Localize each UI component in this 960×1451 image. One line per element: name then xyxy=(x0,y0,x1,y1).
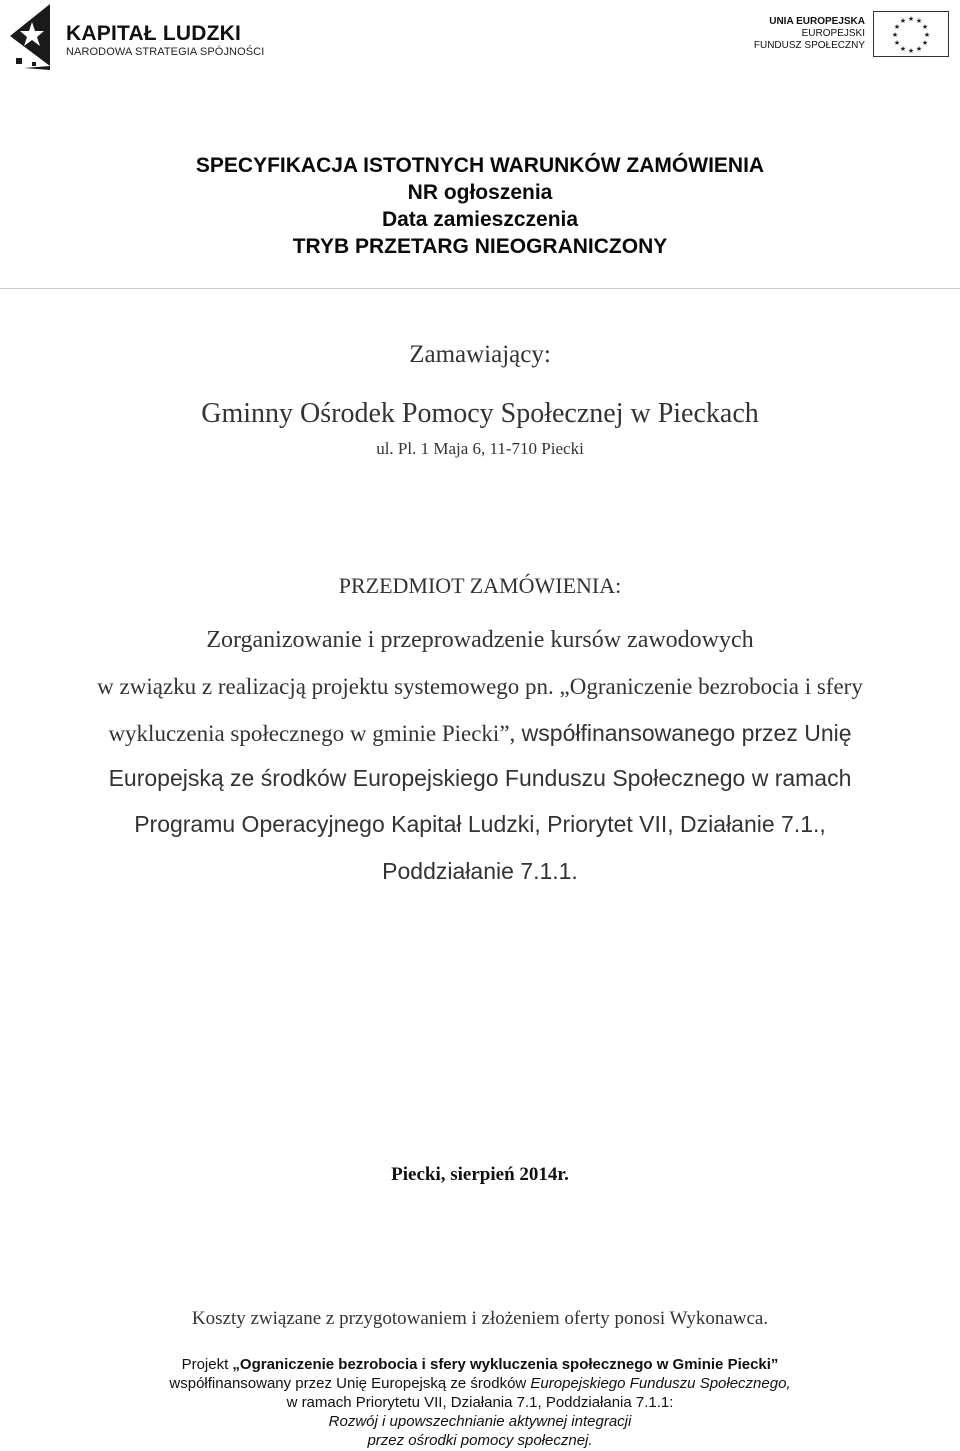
svg-text:★: ★ xyxy=(921,39,929,47)
title-line-2: NR ogłoszenia xyxy=(407,181,553,204)
footer-line-3: w ramach Priorytetu VII, Działania 7.1, Poddziałania 7.1.1: xyxy=(286,1394,674,1411)
svg-text:★: ★ xyxy=(893,39,901,47)
footer-project-name: „Ograniczenie bezrobocia i sfery wykluczenia społecznego w Gminie Piecki” xyxy=(232,1356,779,1373)
subject-line-3 xyxy=(0,720,960,747)
footer-line-2 xyxy=(0,1374,960,1393)
eu-label-line1: UNIA EUROPEJSKA xyxy=(769,16,865,27)
footer-cofinanced: współfinansowany przez Unię Europejską ze środków xyxy=(169,1375,531,1392)
svg-text:★: ★ xyxy=(923,31,931,39)
kapital-ludzki-star-logo-icon xyxy=(6,2,64,72)
eu-label-line2: EUROPEJSKI xyxy=(801,28,865,39)
footer-line-4: Rozwój i upowszechnianie aktywnej integracji xyxy=(328,1413,632,1430)
costs-note: Koszty związane z przygotowaniem i złożeniem oferty ponosi Wykonawca. xyxy=(191,1308,769,1329)
eu-fund-label xyxy=(750,16,865,52)
eu-label-line3: FUNDUSZ SPOŁECZNY xyxy=(753,40,865,51)
subject-line-3-project-name: wykluczenia społecznego w gminie Piecki”, xyxy=(108,721,516,746)
title-line-4: TRYB PRZETARG NIEOGRANICZONY xyxy=(292,235,668,258)
footer-project-prefix: Projekt xyxy=(181,1356,233,1373)
header-divider xyxy=(0,288,960,289)
place-date: Piecki, sierpień 2014r. xyxy=(391,1164,569,1185)
subject-line-5: Programu Operacyjnego Kapitał Ludzki, Priorytet VII, Działanie 7.1., xyxy=(134,811,826,837)
svg-text:★: ★ xyxy=(915,17,923,25)
subject-line-3-cofinanced: współfinansowanego przez Unię xyxy=(515,720,852,746)
footer-line-5: przez ośrodki pomocy społecznej. xyxy=(367,1432,593,1449)
subject-line-4: Europejską ze środków Europejskiego Funduszu Społecznego w ramach xyxy=(108,765,852,791)
eu-flag-stars-icon xyxy=(873,11,949,57)
svg-text:★: ★ xyxy=(907,47,915,55)
subject-label: PRZEDMIOT ZAMÓWIENIA: xyxy=(338,573,622,598)
kapital-ludzki-subtitle: NARODOWA STRATEGIA SPÓJNOŚCI xyxy=(66,46,265,58)
svg-text:★: ★ xyxy=(907,15,915,23)
svg-text:★: ★ xyxy=(899,17,907,25)
subject-line-2: w związku z realizacją projektu systemowego pn. „Ograniczenie bezrobocia i sfery xyxy=(97,674,863,699)
contracting-address: ul. Pl. 1 Maja 6, 11-710 Piecki xyxy=(376,439,584,458)
svg-text:★: ★ xyxy=(899,45,907,53)
svg-text:★: ★ xyxy=(921,23,929,31)
contracting-label: Zamawiający: xyxy=(409,341,551,368)
svg-text:★: ★ xyxy=(891,31,899,39)
contracting-name: Gminny Ośrodek Pomocy Społecznej w Pieckach xyxy=(201,398,759,429)
subject-line-1: Zorganizowanie i przeprowadzenie kursów zawodowych xyxy=(206,627,754,653)
footer-fund-name: Europejskiego Funduszu Społecznego, xyxy=(530,1375,791,1392)
title-line-3: Data zamieszczenia xyxy=(381,208,579,231)
svg-text:★: ★ xyxy=(893,23,901,31)
kapital-ludzki-title: KAPITAŁ LUDZKI xyxy=(66,22,242,45)
subject-line-6: Poddziałanie 7.1.1. xyxy=(382,858,578,884)
footer-line-1 xyxy=(0,1355,960,1374)
title-line-1: SPECYFIKACJA ISTOTNYCH WARUNKÓW ZAMÓWIENIA xyxy=(195,154,765,177)
svg-text:★: ★ xyxy=(915,45,923,53)
